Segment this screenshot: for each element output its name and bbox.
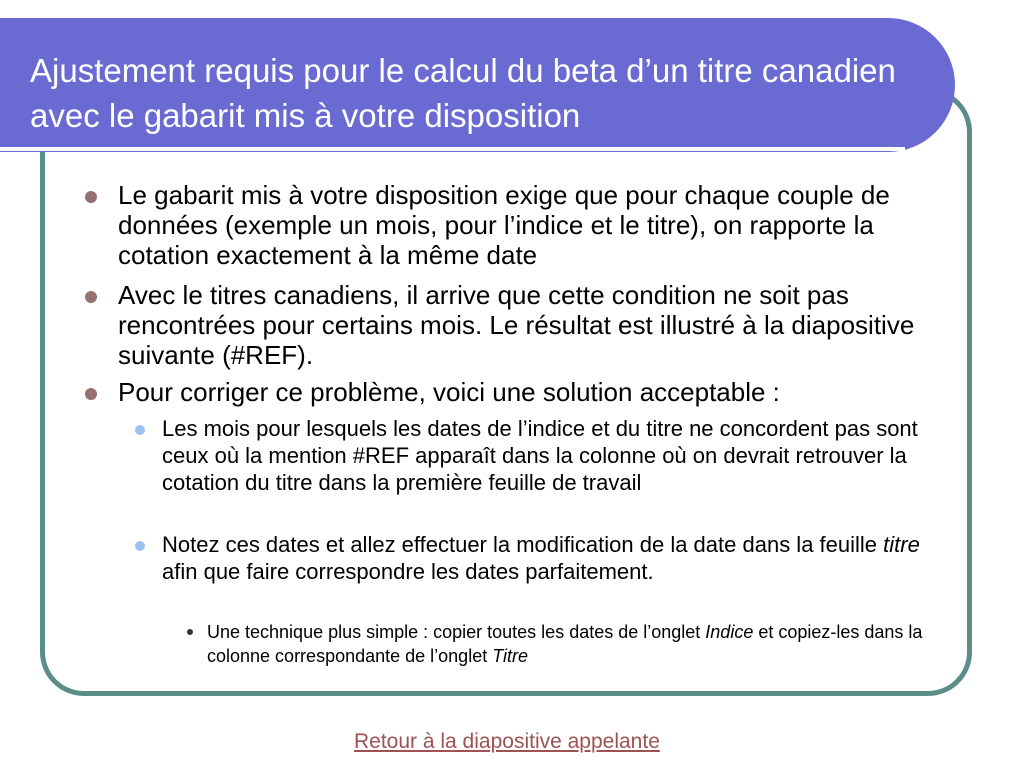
sub-sub-bullet-icon	[187, 629, 193, 635]
sub-bullet-icon	[135, 541, 145, 551]
sub-sub-bullet-item	[207, 620, 957, 668]
sub-sub-bullet-italic: Indice	[705, 622, 754, 642]
sub-bullet-text: Notez ces dates et allez effectuer la modification de la date dans la feuille	[162, 532, 884, 557]
bullet-point-icon	[85, 191, 97, 203]
sub-bullet-item	[162, 531, 937, 585]
sub-bullet-icon	[135, 425, 145, 435]
sub-sub-bullet-text: Une technique plus simple : copier toutes les dates de l’onglet	[207, 622, 706, 642]
bullet-item: Le gabarit mis à votre disposition exige que pour chaque couple de données (exemple un mois, pour l’indice et le titre), on rapporte la cotation exactement à la même date	[118, 180, 890, 270]
bullet-item: Pour corriger ce problème, voici une solution acceptable :	[118, 377, 780, 407]
sub-sub-bullet-italic: Titre	[492, 646, 529, 666]
bullet-point-icon	[85, 291, 97, 303]
sub-bullet-italic: titre	[883, 532, 920, 557]
bullet-point-icon	[85, 388, 97, 400]
return-to-calling-slide-link[interactable]: Retour à la diapositive appelante	[354, 730, 660, 753]
bullet-item: Avec le titres canadiens, il arrive que cette condition ne soit pas rencontrées pour certains mois. Le résultat est illustré à la diapositive suivante (#REF).	[118, 280, 915, 370]
sub-sub-bullet-text: et copiez-les dans la colonne correspondante de l’onglet	[207, 622, 923, 666]
slide-title: Ajustement requis pour le calcul du beta d’un titre canadien avec le gabarit mis à votre disposition	[30, 52, 896, 134]
sub-bullet-item: Les mois pour lesquels les dates de l’indice et du titre ne concordent pas sont ceux où la mention #REF apparaît dans la colonne où on devrait retrouver la cotation du titre dans la première feuille de travail	[162, 416, 918, 495]
sub-bullet-text: afin que faire correspondre les dates parfaitement.	[162, 559, 654, 584]
